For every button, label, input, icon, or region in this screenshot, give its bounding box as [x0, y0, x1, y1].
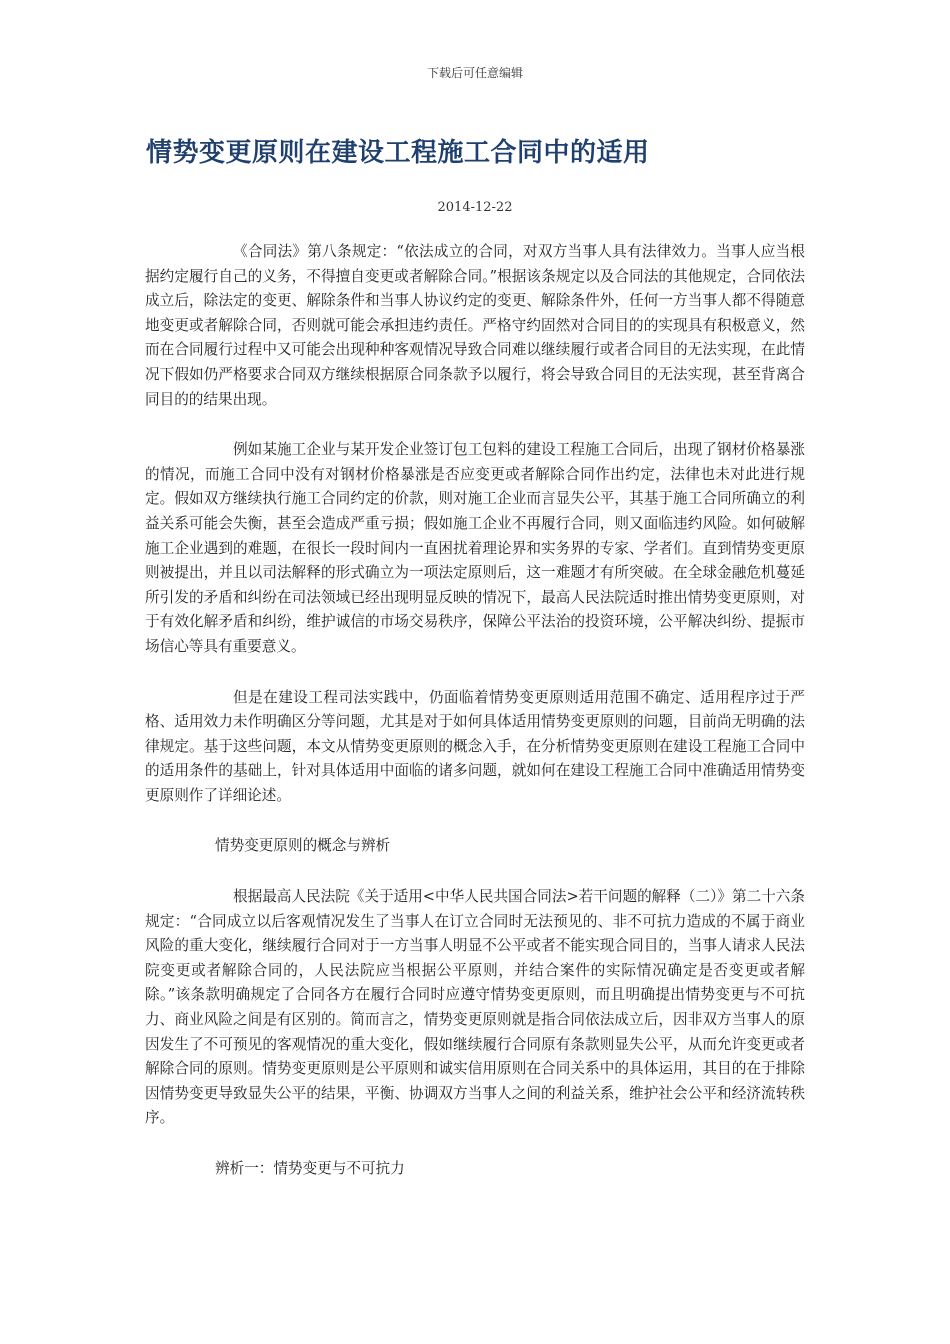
body-paragraph: 《合同法》第八条规定：“依法成立的合同，对双方当事人具有法律效力。当事人应当根据约定履行自己的义务，不得擅自变更或者解除合同。”根据该条规定以及合同法的其他规定，合同依法成立后，除法定的变更、解除条件和当事人协议约定的变更、解除条件外，任何一方当事人都不得随意地变更或者解除合同，否则就可能会承担违约责任。严格守约固然对合同目的的实现具有积极意义，然而在合同履行过程中又可能会出现种种客观情况导致合同难以继续履行或者合同目的无法实现，在此情况下假如仍严格要求合同双方继续根据原合同条款予以履行，将会导致合同目的无法实现，甚至背离合同目的的结果出现。: [145, 243, 805, 408]
sub-heading: 辨析一：情势变更与不可抗力: [215, 1160, 405, 1177]
body-paragraph: 但是在建设工程司法实践中，仍面临着情势变更原则适用范围不确定、适用程序过于严格、适用效力未作明确区分等问题，尤其是对于如何具体适用情势变更原则的问题，目前尚无明确的法律规定。基于这些问题，本文从情势变更原则的概念入手，在分析情势变更原则在建设工程施工合同中的适用条件的基础上，针对具体适用中面临的诸多问题，就如何在建设工程施工合同中准确适用情势变更原则作了详细论述。: [145, 688, 805, 804]
section-heading: 情势变更原则的概念与辨析: [215, 837, 391, 855]
body-paragraph: 根据最高人民法院《关于适用<中华人民共国合同法>若干问题的解释（二）》第二十六条规定：“合同成立以后客观情况发生了当事人在订立合同时无法预见的、非不可抗力造成的不属于商业风险的重大变化，继续履行合同对于一方当事人明显不公平或者不能实现合同目的，当事人请求人民法院变更或者解除合同的，人民法院应当根据公平原则，并结合案件的实际情况确定是否变更或者解除。”该条款明确规定了合同各方在履行合同时应遵守情势变更原则，而且明确提出情势变更与不可抗力、商业风险之间是有区别的。简而言之，情势变更原则就是指合同依法成立后，因非双方当事人的原因发生了不可预见的客观情况的重大变化，假如继续履行合同原有条款则显失公平，从而允许变更或者解除合同的原则。情势变更原则是公平原则和诚实信用原则在合同关系中的具体运用，其目的在于排除因情势变更导致显失公平的结果，平衡、协调双方当事人之间的利益关系，维护社会公平和经济流转秩序。: [145, 888, 805, 1127]
header-note: 下载后可任意编辑: [426, 66, 523, 80]
document-body: [145, 240, 805, 1208]
document-title: 情势变更原则在建设工程施工合同中的适用: [146, 138, 650, 168]
document-date: 2014-12-22: [437, 200, 513, 215]
body-paragraph: 例如某施工企业与某开发企业签订包工包料的建设工程施工合同后，出现了钢材价格暴涨的情况，而施工合同中没有对钢材价格暴涨是否应变更或者解除合同作出约定，法律也未对此进行规定。假如双方继续执行施工合同约定的价款，则对施工企业而言显失公平，其基于施工合同所确立的利益关系可能会失衡，甚至会造成严重亏损；假如施工企业不再履行合同，则又面临违约风险。如何破解施工企业遇到的难题，在很长一段时间内一直困扰着理论界和实务界的专家、学者们。直到情势变更原则被提出，并且以司法解释的形式确立为一项法定原则后，这一难题才有所突破。在全球金融危机蔓延所引发的矛盾和纠纷在司法领域已经出现明显反映的情况下，最高人民法院适时推出情势变更原则，对于有效化解矛盾和纠纷，维护诚信的市场交易秩序，保障公平法治的投资环境，公平解决纠纷、提振市场信心等具有重要意义。: [145, 441, 805, 655]
